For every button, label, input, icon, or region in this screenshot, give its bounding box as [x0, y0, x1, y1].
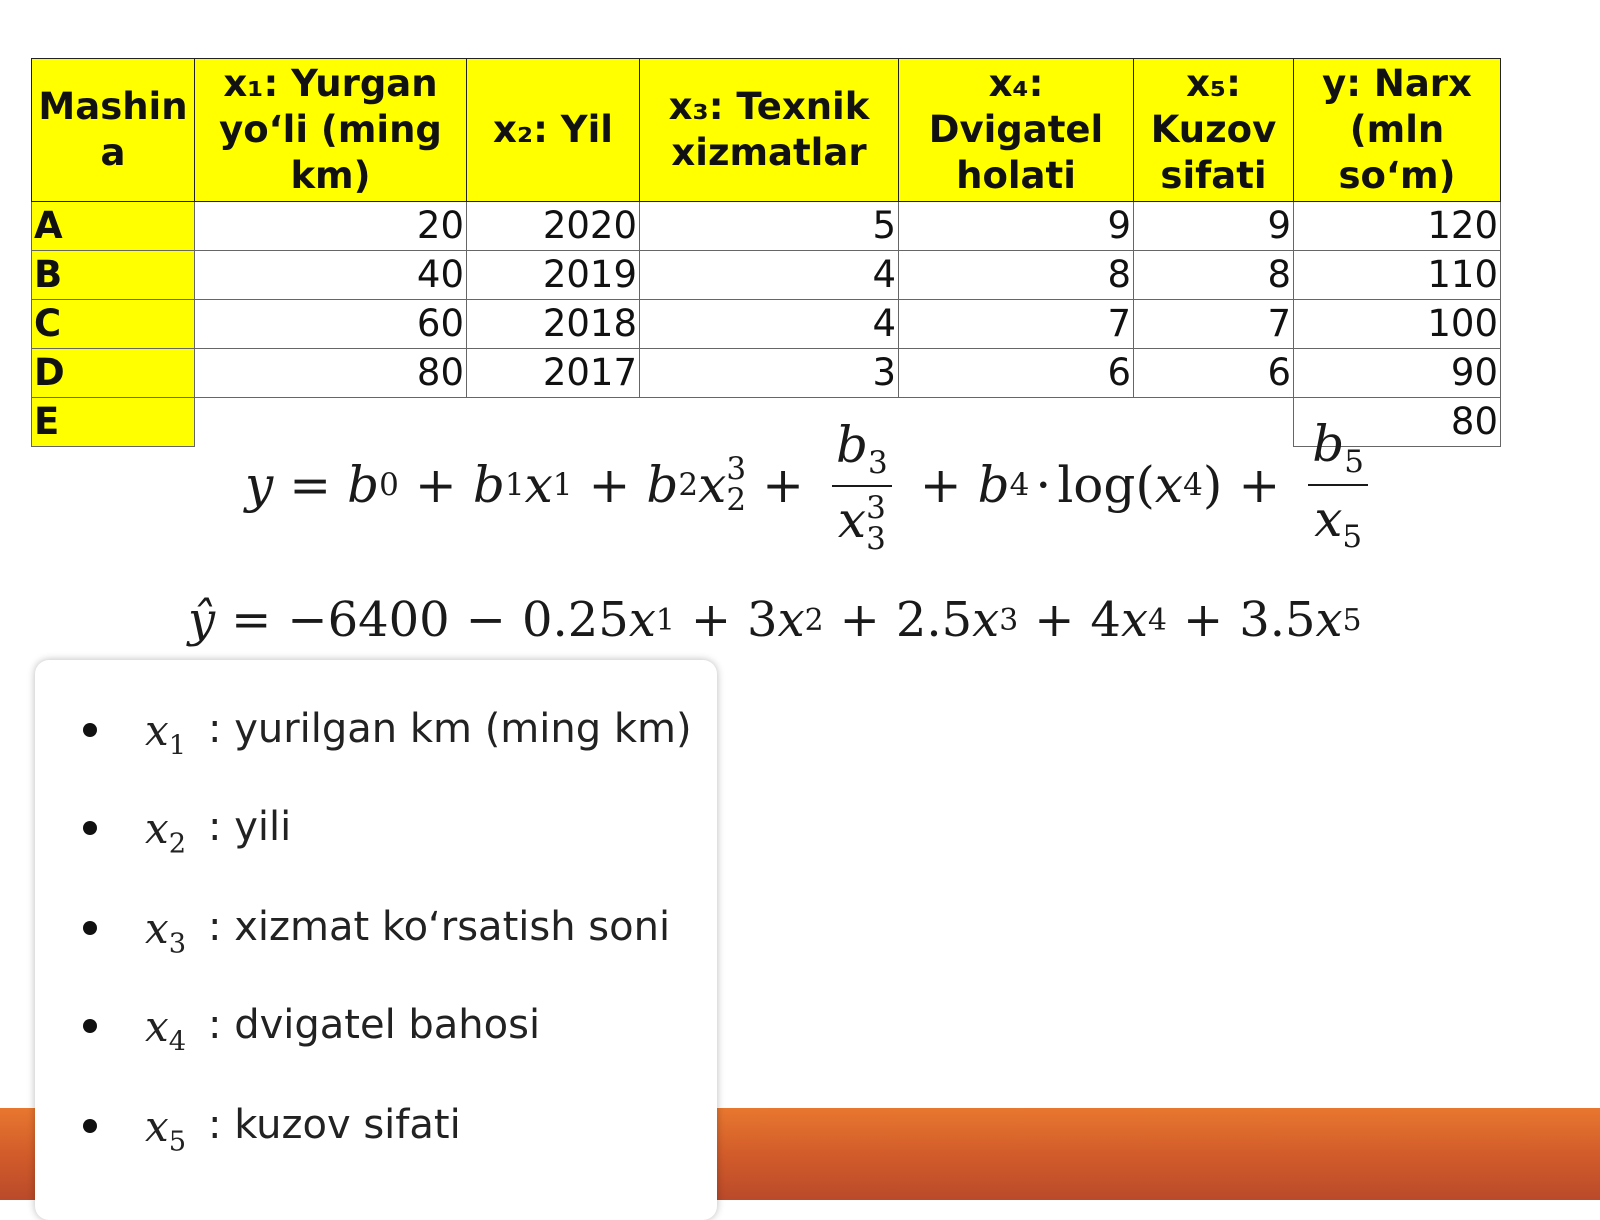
variable-symbol: $x_2$: [145, 804, 187, 860]
cell-y: 100: [1294, 300, 1501, 349]
row-label: B: [32, 251, 195, 300]
bullet-icon: [83, 921, 97, 935]
variable-description: : xizmat ko‘rsatish soni: [208, 904, 671, 950]
header-x1: x₁: Yurgan yo‘li (ming km): [195, 59, 467, 202]
cell-y: 120: [1294, 202, 1501, 251]
header-mashina: Mashin a: [32, 59, 195, 202]
variable-description: : yili: [208, 804, 292, 850]
cell-y: 110: [1294, 251, 1501, 300]
cell-x1: 60: [195, 300, 467, 349]
table-row: [32, 251, 1501, 300]
cell-x3: 4: [640, 251, 899, 300]
cell-x2: 2018: [467, 300, 640, 349]
cell-x4: 9: [899, 202, 1134, 251]
table-row: [32, 202, 1501, 251]
cell-y: 90: [1294, 349, 1501, 398]
cell-x1: 40: [195, 251, 467, 300]
table-row: [32, 300, 1501, 349]
cell-x3: 5: [640, 202, 899, 251]
model-formula: y = b 0 + b 1 x 1 + b 2 x 3 2 + $b_3$ x 3 3 + b 4 · log( x 4 ) + $\frac{b_5}{x_5}$: [245, 415, 1380, 555]
bullet-icon: [83, 1019, 97, 1033]
cell-x1: 80: [195, 349, 467, 398]
cell-y: 80: [1294, 398, 1501, 447]
variable-description: : yurilgan km (ming km): [208, 706, 692, 752]
row-label: D: [32, 349, 195, 398]
header-x5: x₅: Kuzov sifati: [1134, 59, 1294, 202]
cell-x3: 4: [640, 300, 899, 349]
header-x4: x₄: Dvigatel holati: [899, 59, 1134, 202]
variable-description: : kuzov sifati: [208, 1102, 461, 1148]
cell-x2: 2020: [467, 202, 640, 251]
cell-x3: 3: [640, 349, 899, 398]
bullet-icon: [83, 723, 97, 737]
cell-x4: 6: [899, 349, 1134, 398]
cell-x4: 8: [899, 251, 1134, 300]
row-label: C: [32, 300, 195, 349]
table-header-row: [32, 59, 1501, 202]
bullet-icon: [83, 821, 97, 835]
row-label: E: [32, 398, 195, 447]
cell-x5: 8: [1134, 251, 1294, 300]
cell-x2: 2019: [467, 251, 640, 300]
cell-x1: 20: [195, 202, 467, 251]
bullet-icon: [83, 1119, 97, 1133]
cell-x2: 2017: [467, 349, 640, 398]
variable-symbol: $x_3$: [145, 904, 187, 960]
variable-legend-card: [35, 660, 717, 1220]
table-row: [32, 349, 1501, 398]
variable-symbol: $x_1$: [145, 706, 187, 762]
variable-symbol: $x_5$: [145, 1102, 187, 1158]
data-table: [31, 58, 1501, 447]
cell-x5: 6: [1134, 349, 1294, 398]
variable-symbol: $x_4$: [145, 1002, 187, 1058]
fitted-formula: ŷ = −6400 − 0.25 x 1 + 3 x 2 + 2.5 x 3 + 4 x 4 + 3.5 x 5: [188, 592, 1362, 648]
cell-x5: 7: [1134, 300, 1294, 349]
header-x2: x₂: Yil: [467, 59, 640, 202]
header-y: y: Narx (mln so‘m): [1294, 59, 1501, 202]
cell-x5: 9: [1134, 202, 1294, 251]
row-label: A: [32, 202, 195, 251]
cell-x4: 7: [899, 300, 1134, 349]
variable-description: : dvigatel bahosi: [208, 1002, 541, 1048]
header-x3: x₃: Texnik xizmatlar: [640, 59, 899, 202]
